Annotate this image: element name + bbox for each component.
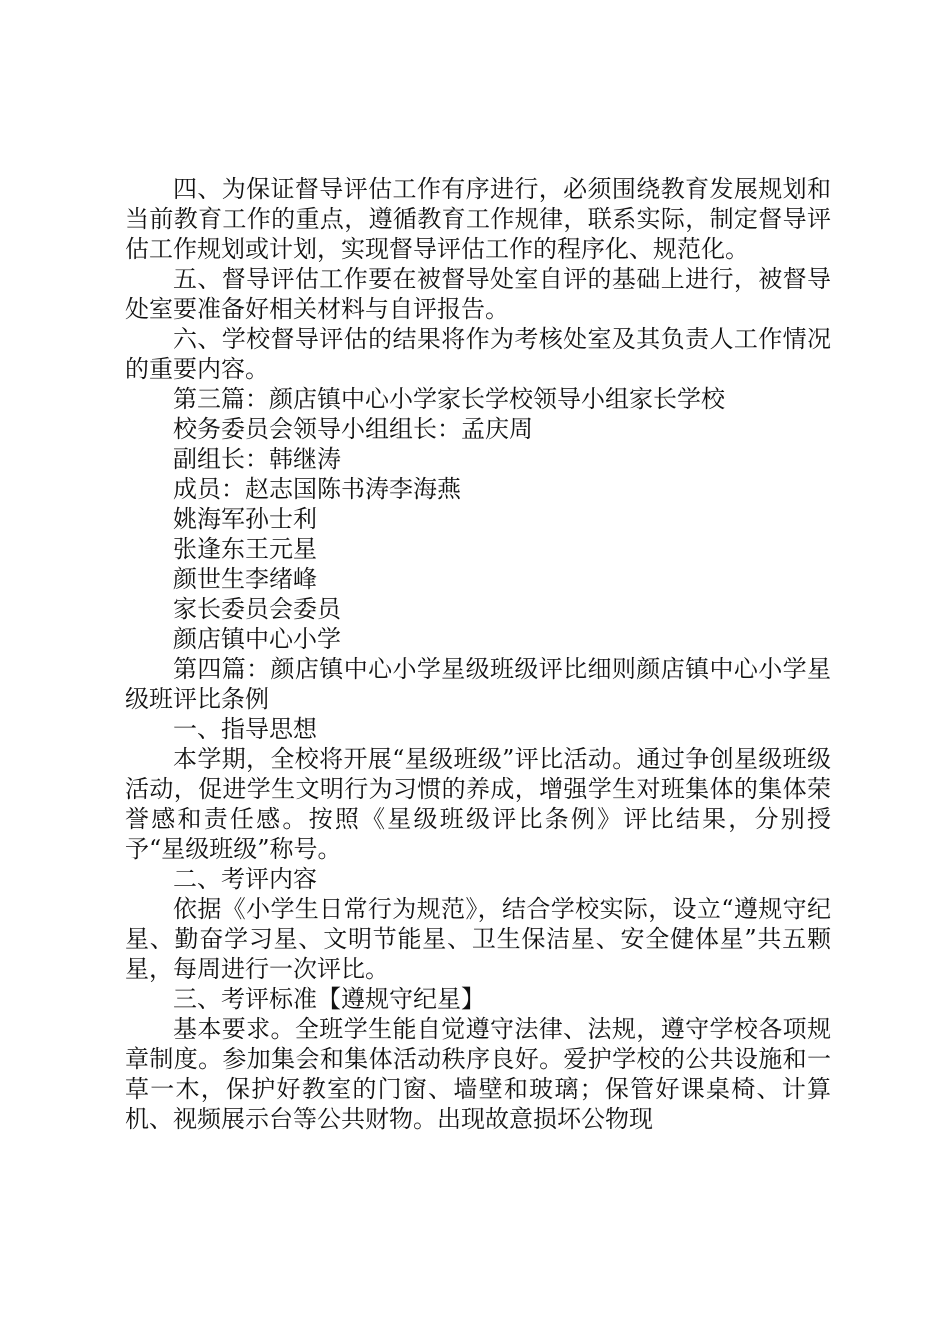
paragraph-section-4: 四、为保证督导评估工作有序进行，必须围绕教育发展规划和当前教育工作的重点，遵循教育工作规律，联系实际，制定督导评估工作规划或计划，实现督导评估工作的程序化、规范化。 [125,175,831,263]
paragraph-section-5: 五、督导评估工作要在被督导处室自评的基础上进行，被督导处室要准备好相关材料与自评报告。 [125,265,831,323]
parent-committee-line: 家长委员会委员 [173,595,341,623]
chapter-4-heading: 第四篇：颜店镇中心小学星级班级评比细则颜店镇中心小学星级班评比条例 [125,655,831,713]
members-line-2: 姚海军孙士利 [173,505,317,533]
paragraph-evaluation-content: 依据《小学生日常行为规范》，结合学校实际，设立“遵规守纪星、勤奋学习星、文明节能星、卫生保洁星、安全健体星”共五颗星，每周进行一次评比。 [125,895,831,983]
paragraph-guiding-thought: 本学期，全校将开展“星级班级”评比活动。通过争创星级班级活动，促进学生文明行为习惯的养成，增强学生对班集体的集体荣誉感和责任感。按照《星级班级评比条例》评比结果，分别授予“星级班级”称号。 [125,745,831,863]
section-guiding-thought-heading: 一、指导思想 [173,715,317,743]
school-name-line: 颜店镇中心小学 [173,625,341,653]
members-line-4: 颜世生李绪峰 [173,565,317,593]
paragraph-section-6: 六、学校督导评估的结果将作为考核处室及其负责人工作情况的重要内容。 [125,325,831,383]
deputy-leader-line: 副组长：韩继涛 [173,445,341,473]
committee-leader-line: 校务委员会领导小组组长：孟庆周 [173,415,533,443]
section-evaluation-content-heading: 二、考评内容 [173,865,317,893]
members-line: 成员：赵志国陈书涛李海燕 [173,475,461,503]
members-line-3: 张逢东王元星 [173,535,317,563]
section-evaluation-standard-heading: 三、考评标准【遵规守纪星】 [173,985,485,1013]
document-body [125,174,831,1134]
chapter-3-heading: 第三篇：颜店镇中心小学家长学校领导小组家长学校 [173,385,725,413]
paragraph-basic-requirements: 基本要求。全班学生能自觉遵守法律、法规，遵守学校各项规章制度。参加集会和集体活动秩序良好。爱护学校的公共设施和一草一木，保护好教室的门窗、墙壁和玻璃；保管好课桌椅、计算机、视频展示台等公共财物。出现故意损坏公物现 [125,1015,831,1133]
